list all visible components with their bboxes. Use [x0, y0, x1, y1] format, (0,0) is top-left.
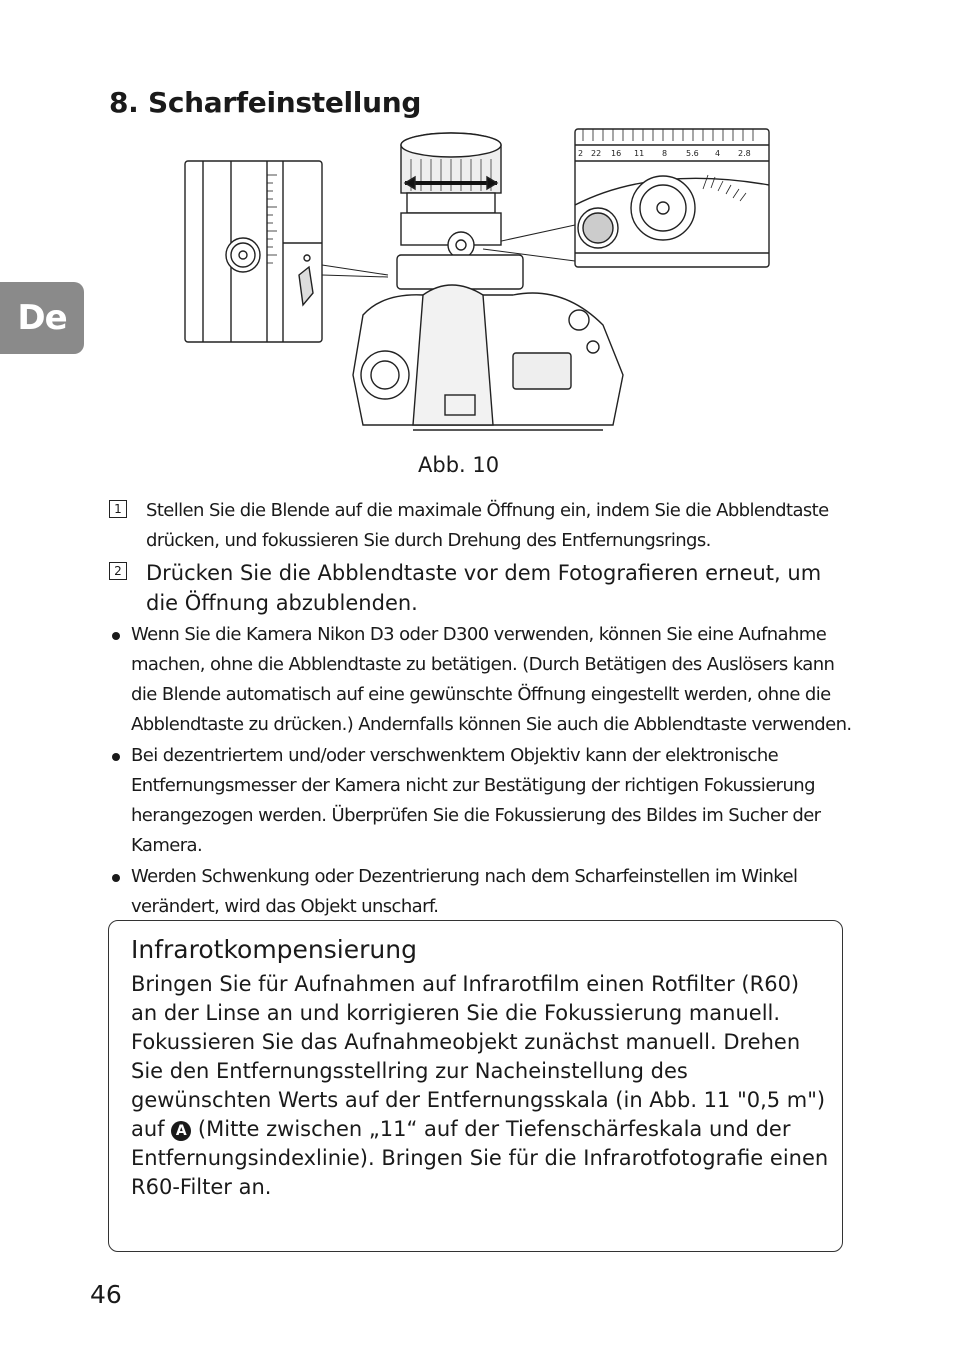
step-text: Stellen Sie die Blende auf die maximale Öffnung ein, indem Sie die Abblendtaste drücken, und fokussieren Sie durch Drehung des Entfernungsrings. [146, 500, 829, 551]
scale-number-2.8: 2.8 [738, 149, 751, 158]
step-number: 1 [109, 500, 127, 518]
figure-camera-illustration [183, 125, 773, 445]
marker-a-icon: A [171, 1121, 191, 1141]
scale-number-16: 16 [611, 149, 622, 158]
note-item: Bei dezentriertem und/oder verschwenktem Objektiv kann der elektronische Entfernungsmesser der Kamera nicht zur Bestätigung der richtigen Fokussierung herangezogen werden. Überprüfen Sie die Fokussierung des Bildes im Sucher der Kamera. [109, 741, 854, 861]
note-list [109, 620, 854, 922]
scale-number-4: 4 [715, 149, 721, 158]
info-paragraph-1: Bringen Sie für Aufnahmen auf Infrarotfilm einen Rotfilter (R60) an der Linse an und korrigieren Sie die Fokussierung manuell. [131, 972, 800, 1025]
scale-number-22: 22 [591, 149, 602, 158]
language-tab: De [0, 282, 84, 354]
info-text-part: Fokussieren Sie das Aufnahmeobjekt zunächst manuell. Drehen Sie den Entfernungsstellring zur Nacheinstellung des gewünschten Werts auf der Entfernungsskala (in Abb. 11 "0,5 m") auf [131, 1030, 826, 1141]
note-item: Wenn Sie die Kamera Nikon D3 oder D300 verwenden, können Sie eine Aufnahme machen, ohne die Abblendtaste zu betätigen. (Durch Betätigen des Auslösers kann die Blende automatisch auf eine gewünschte Öffnung eingestellt werden, ohne die Abblendtaste zu drücken.) Andernfalls können Sie auch die Abblendtaste verwenden. [109, 620, 854, 740]
scale-number-5.6: 5.6 [686, 149, 699, 158]
step-number: 2 [109, 562, 127, 580]
info-text-part: (Mitte zwischen „11“ auf der Tiefenschärfeskala und der Entfernungsindexlinie). Bringen Sie für die Infrarotfotografie einen R60-Filter an. [131, 1117, 829, 1199]
infrared-info-box [108, 920, 843, 1252]
info-box-body [131, 970, 831, 1202]
note-item: Werden Schwenkung oder Dezentrierung nach dem Scharfeinstellen im Winkel verändert, wird das Objekt unscharf. [109, 862, 854, 922]
right-detail-inset [575, 129, 769, 267]
step-2 [109, 558, 849, 618]
scale-number-8: 8 [662, 149, 668, 158]
page-number: 46 [90, 1280, 122, 1309]
figure-caption: Abb. 10 [418, 453, 500, 477]
info-box-title: Infrarotkompensierung [131, 935, 417, 964]
step-1 [109, 496, 849, 556]
lens-body [397, 133, 523, 289]
info-paragraph-2 [131, 1028, 831, 1202]
left-detail-inset [185, 161, 322, 342]
step-text: Drücken Sie die Abblendtaste vor dem Fotografieren erneut, um die Öffnung abzublenden. [146, 561, 822, 615]
camera-body [353, 285, 623, 430]
section-heading: 8. Scharfeinstellung [109, 86, 422, 119]
scale-number-2: 2 [578, 149, 584, 158]
scale-number-11: 11 [634, 149, 645, 158]
camera-lens-drawing [183, 125, 773, 445]
